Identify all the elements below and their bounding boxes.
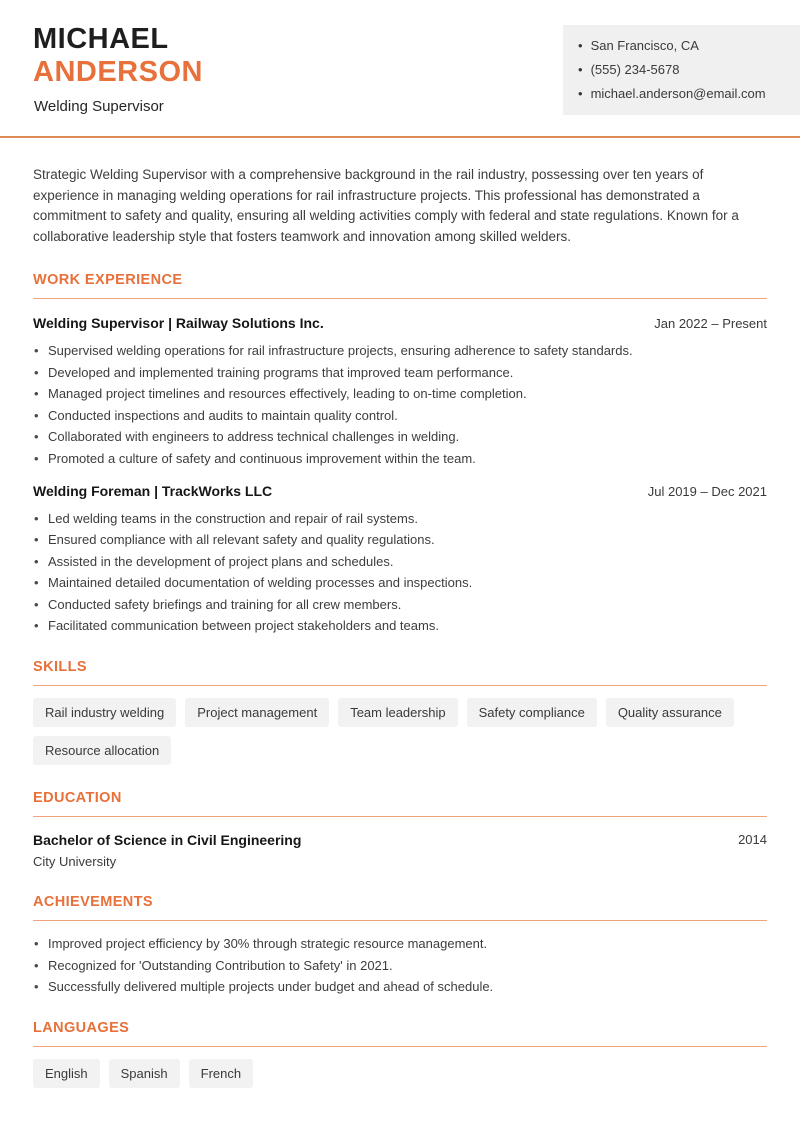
contact-phone (578, 60, 794, 80)
skill-tag: Resource allocation (33, 736, 171, 765)
job-bullet: • Managed project timelines and resources effectively, leading to on-time completion. (33, 386, 767, 402)
achievements-heading: ACHIEVEMENTS (33, 894, 767, 921)
skill-tag: Team leadership (338, 698, 457, 727)
job-entry (33, 315, 767, 467)
job-title: Welding Supervisor | Railway Solutions Inc. (33, 315, 324, 331)
contact-phone-text: (555) 234-5678 (590, 62, 680, 77)
job-title: Welding Foreman | TrackWorks LLC (33, 482, 273, 499)
education-details (33, 832, 301, 869)
job-dates: Jul 2019 – Dec 2021 (647, 483, 767, 499)
skill-tag: Safety compliance (467, 698, 597, 727)
education-degree: Bachelor of Science in Civil Engineering (33, 832, 302, 848)
candidate-first-name: MICHAEL (33, 23, 169, 55)
job-bullet: • Conducted inspections and audits to maintain quality control. (33, 408, 767, 424)
job-bullet: • Conducted safety briefings and training for all crew members. (33, 597, 767, 613)
section-achievements (33, 894, 767, 995)
job-bullet: • Collaborated with engineers to address technical challenges in welding. (33, 429, 767, 445)
contact-email-text: michael.anderson@email.com (590, 86, 766, 101)
contact-email (578, 84, 794, 104)
professional-summary: Strategic Welding Supervisor with a comprehensive background in the rail industry, possessing over ten years of experience in managing welding operations for rail infrastructure projects. This professional has demonstrated a commitment to safety and quality, ensuring all welding activities comply with federal and state regulations. Known for a collaborative leadership style that fosters teamwork and innovation among skilled welders. (33, 167, 739, 244)
contact-card (563, 25, 800, 115)
resume-body (0, 165, 800, 1088)
achievement-bullet: • Improved project efficiency by 30% through strategic resource management. (33, 936, 767, 952)
job-bullet-list (33, 343, 767, 467)
candidate-job-title: Welding Supervisor (34, 98, 164, 115)
work-experience-heading: WORK EXPERIENCE (33, 272, 767, 299)
section-languages (33, 1020, 767, 1088)
job-header (33, 483, 767, 499)
education-heading: EDUCATION (33, 790, 767, 817)
section-education (33, 790, 767, 869)
achievement-bullet: • Recognized for 'Outstanding Contribution to Safety' in 2021. (33, 958, 767, 974)
skills-heading: SKILLS (33, 659, 767, 686)
section-skills (33, 659, 767, 765)
job-bullet: • Assisted in the development of project plans and schedules. (33, 554, 767, 570)
languages-list (33, 1059, 767, 1088)
section-work-experience (33, 272, 767, 634)
job-bullet: • Facilitated communication between project stakeholders and teams. (33, 618, 767, 634)
job-bullet: • Developed and implemented training programs that improved team performance. (33, 365, 767, 381)
contact-location (578, 36, 794, 56)
candidate-last-name: ANDERSON (33, 56, 203, 88)
language-tag: English (33, 1059, 100, 1088)
bullet-icon: • (578, 86, 583, 101)
job-bullet: • Ensured compliance with all relevant safety and quality regulations. (33, 532, 767, 548)
job-bullet: • Led welding teams in the construction and repair of rail systems. (33, 511, 767, 527)
contact-location-text: San Francisco, CA (590, 38, 699, 53)
skill-tag: Rail industry welding (33, 698, 176, 727)
job-bullet-list (33, 511, 767, 635)
achievements-list (33, 936, 767, 995)
header-divider (0, 136, 800, 138)
resume-header (0, 0, 800, 136)
job-bullet: • Promoted a culture of safety and continuous improvement within the team. (33, 451, 767, 467)
education-entry (33, 832, 767, 869)
skill-tag: Quality assurance (606, 698, 734, 727)
job-header (33, 315, 767, 331)
candidate-name (33, 23, 203, 89)
skills-list (33, 698, 767, 765)
job-bullet: • Maintained detailed documentation of welding processes and inspections. (33, 575, 767, 591)
job-entry (33, 483, 767, 635)
education-year: 2014 (738, 832, 767, 847)
language-tag: Spanish (109, 1059, 180, 1088)
bullet-icon: • (578, 62, 583, 77)
languages-heading: LANGUAGES (33, 1020, 767, 1047)
job-dates: Jan 2022 – Present (654, 316, 767, 331)
job-bullet: • Supervised welding operations for rail infrastructure projects, ensuring adherence to safety standards. (33, 343, 767, 359)
skill-tag: Project management (185, 698, 329, 727)
language-tag: French (189, 1059, 253, 1088)
bullet-icon: • (578, 38, 583, 53)
education-school: City University (33, 854, 117, 869)
achievement-bullet: • Successfully delivered multiple projects under budget and ahead of schedule. (33, 979, 767, 995)
